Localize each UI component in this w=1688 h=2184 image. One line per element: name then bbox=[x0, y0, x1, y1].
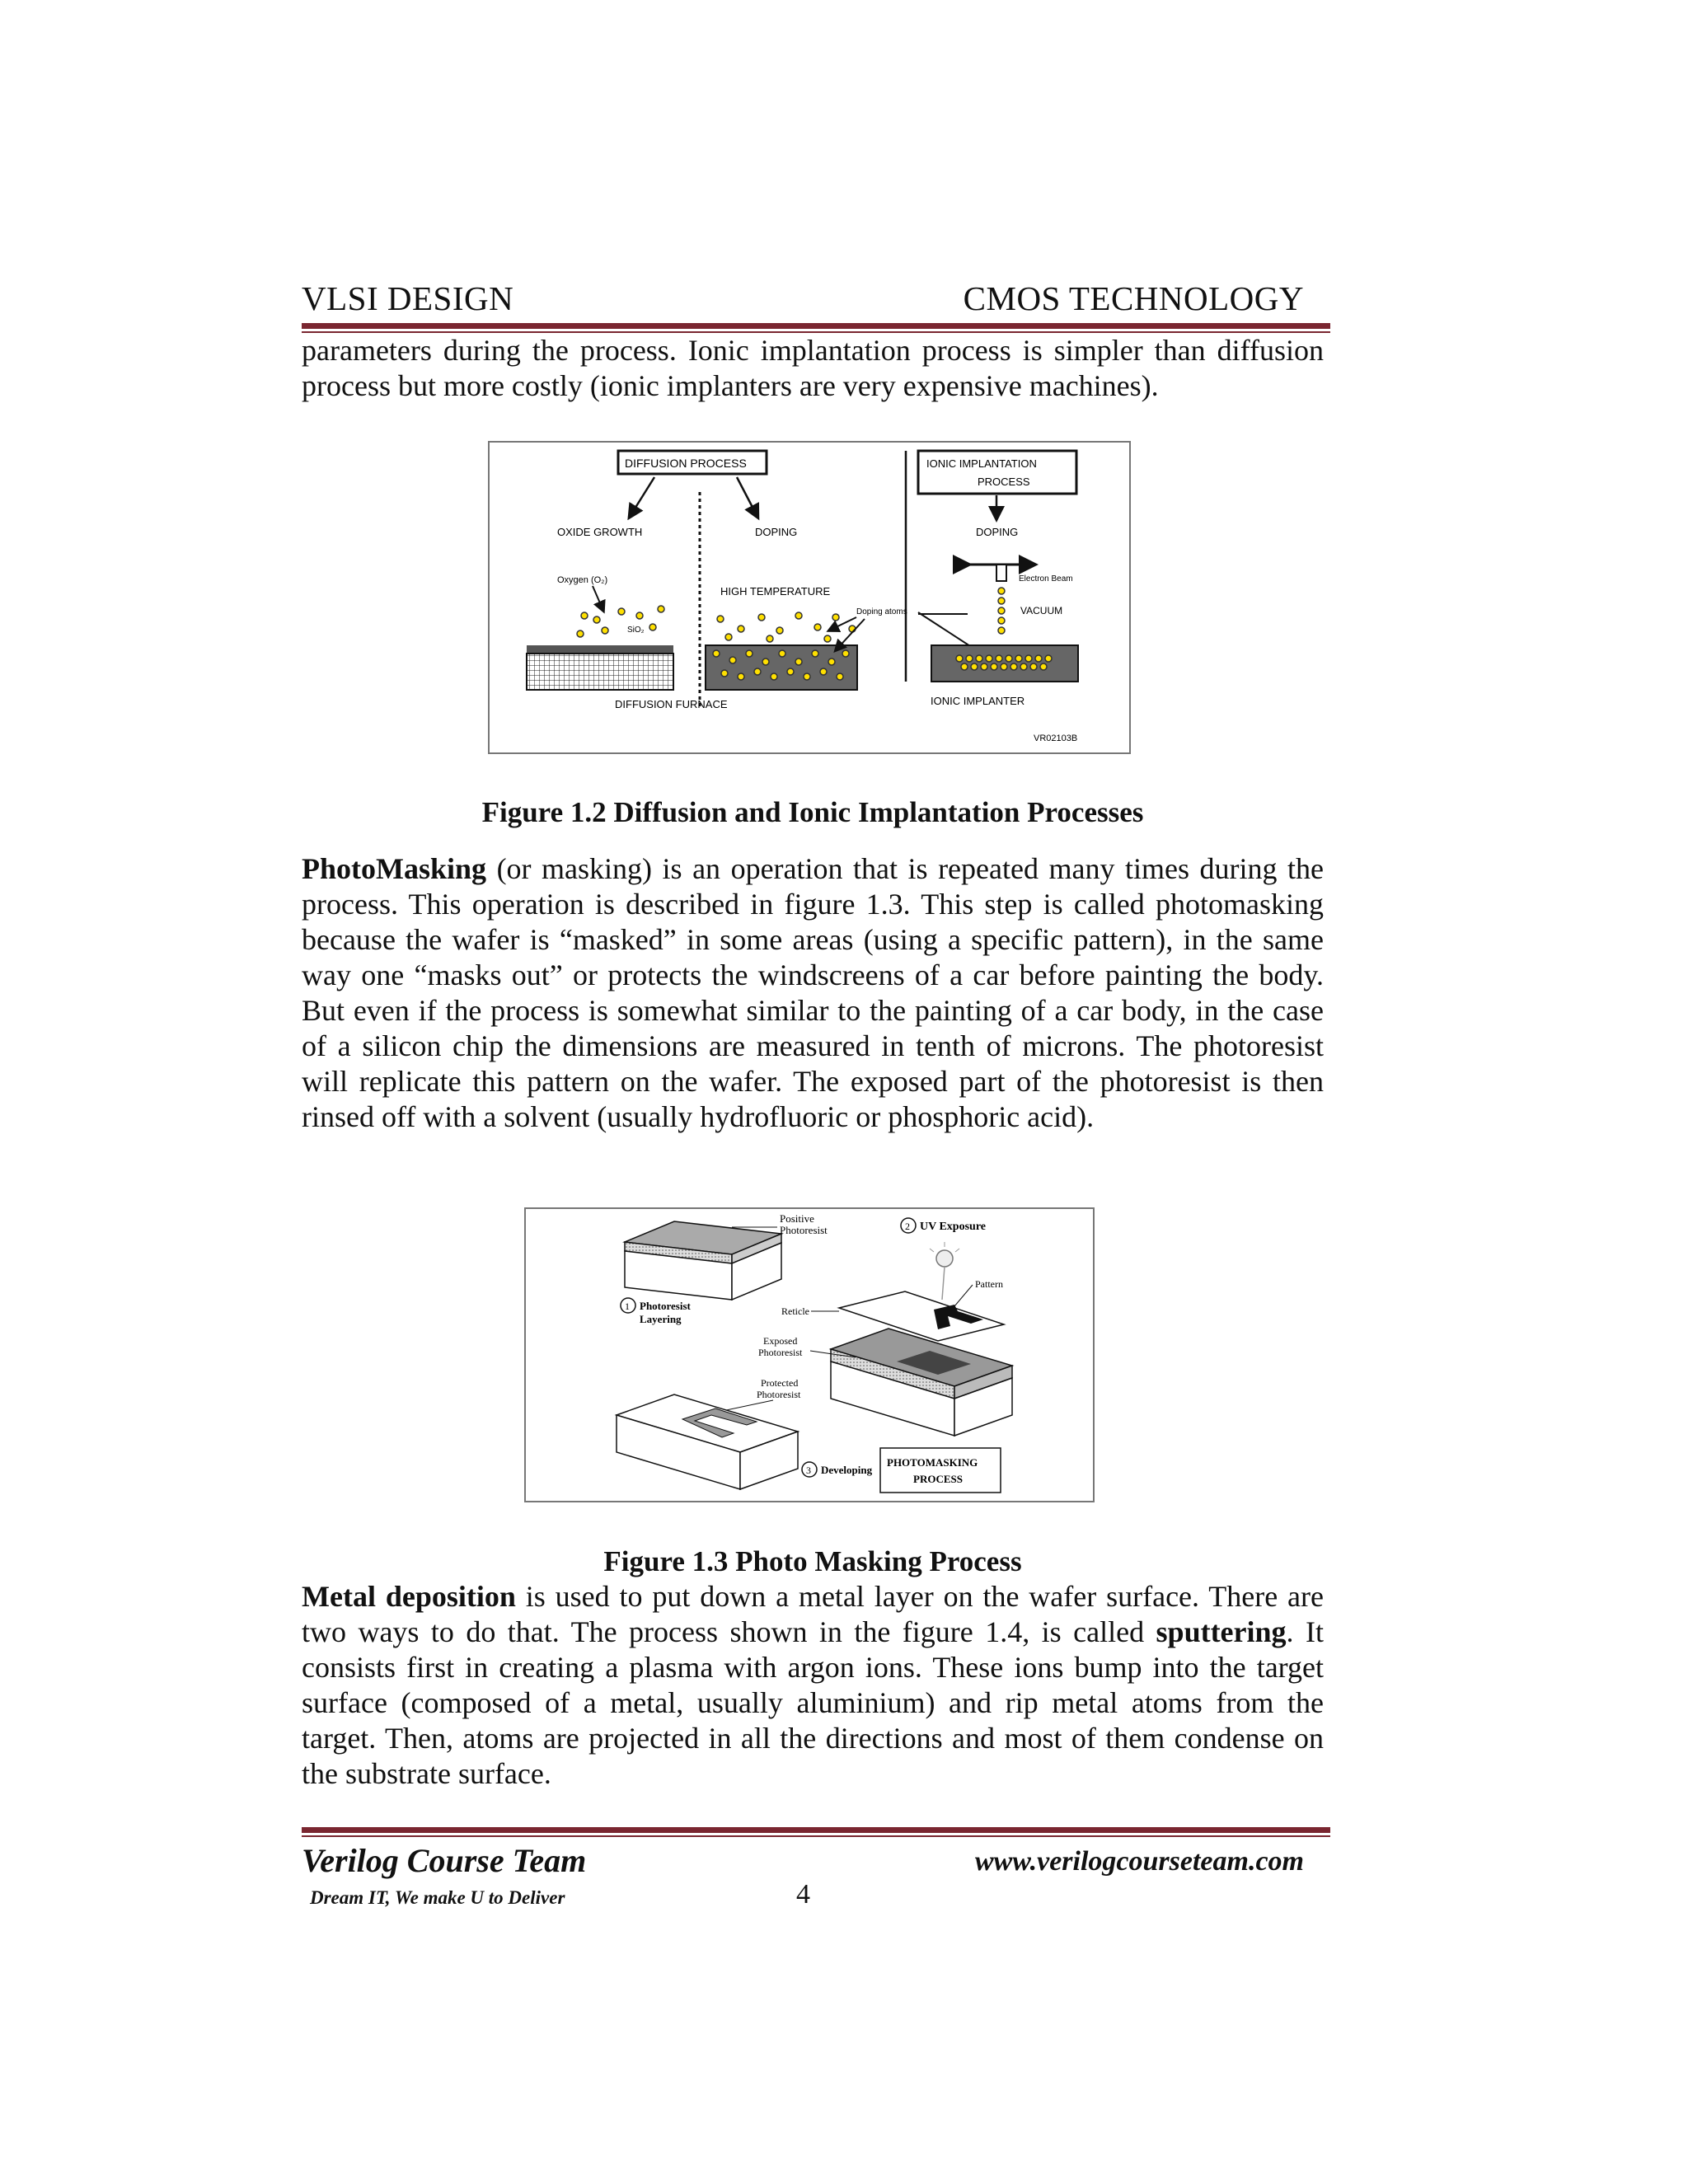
label-high-temperature: HIGH TEMPERATURE bbox=[720, 585, 831, 598]
photomasking-diagram bbox=[526, 1209, 1093, 1501]
metal-deposition-paragraph bbox=[302, 1579, 1324, 1792]
label-positive: Positive bbox=[780, 1212, 814, 1225]
step-1-number: 1 bbox=[625, 1301, 630, 1312]
photomasking-text: (or masking) is an operation that is repeated many times during the process. This operation is described in figure 1.3. This step is called photomasking because the wafer is “masked” in some areas (using a specific pattern), in the same way one “masks out” or protects the windscreens of a car before painting the body. But even if the process is somewhat similar to the painting of a car body, in the case of a silicon chip the dimensions are measured in tenth of microns. The photoresist will replicate this pattern on the wafer. The exposed part of the photoresist is then rinsed off with a solvent (usually hydrofluoric or phosphoric acid). bbox=[302, 852, 1324, 1133]
footer-website: www.verilogcourseteam.com bbox=[974, 1846, 1304, 1877]
label-ionic-process: PROCESS bbox=[978, 476, 1030, 488]
label-protected: Protected bbox=[761, 1377, 799, 1389]
metal-deposition-text-1: is used to put down a metal layer on the wafer surface. There are two ways to do that. The process shown in the figure 1.4, is called bbox=[302, 1580, 1324, 1648]
label-photoresist-layering-2: Layering bbox=[640, 1313, 682, 1325]
label-process-box: PROCESS bbox=[913, 1473, 963, 1485]
metal-deposition-text-2: . It consists first in creating a plasma with argon ions. These ions bump into the target surface (composed of a metal, usually aluminium) and rip metal atoms from the target. Then, atoms are projected in all the directions and most of them condense on the substrate surface. bbox=[302, 1615, 1324, 1790]
figure-1-3-caption: Figure 1.3 Photo Masking Process bbox=[603, 1545, 1022, 1577]
label-pattern: Pattern bbox=[975, 1278, 1003, 1290]
step-2-number: 2 bbox=[905, 1221, 910, 1232]
label-developing: Developing bbox=[821, 1464, 873, 1476]
label-electron-beam: Electron Beam bbox=[1019, 574, 1073, 583]
label-exposed-photoresist: Photoresist bbox=[758, 1347, 803, 1358]
label-vacuum: VACUUM bbox=[1020, 605, 1063, 616]
footer-rule bbox=[302, 1827, 1330, 1837]
figure-1-3 bbox=[524, 1207, 1095, 1502]
label-ionic-implanter: IONIC IMPLANTER bbox=[931, 695, 1025, 707]
label-protected-photoresist: Photoresist bbox=[757, 1389, 801, 1400]
label-uv-exposure: UV Exposure bbox=[920, 1221, 987, 1233]
figure-1-2-caption: Figure 1.2 Diffusion and Ionic Implantation Processes bbox=[481, 796, 1144, 828]
label-photoresist-layering-1: Photoresist bbox=[640, 1300, 691, 1312]
sputtering-term: sputtering bbox=[1156, 1615, 1287, 1648]
footer-tagline: Dream IT, We make U to Deliver bbox=[310, 1887, 565, 1908]
footer-left: Verilog Course Team bbox=[302, 1842, 587, 1879]
label-doping-atoms: Doping atoms bbox=[856, 607, 907, 616]
label-diffusion-process: DIFFUSION PROCESS bbox=[625, 457, 747, 470]
metal-deposition-term: Metal deposition bbox=[302, 1580, 516, 1613]
label-doping-right: DOPING bbox=[976, 526, 1019, 538]
label-ionic-implantation: IONIC IMPLANTATION bbox=[926, 457, 1037, 470]
label-reticle: Reticle bbox=[781, 1305, 809, 1317]
label-exposed: Exposed bbox=[763, 1335, 798, 1347]
label-sio2: SiO₂ bbox=[627, 626, 645, 635]
diffusion-implantation-diagram bbox=[490, 443, 1129, 752]
label-photoresist-1: Photoresist bbox=[780, 1224, 828, 1236]
label-figure-code: VR02103B bbox=[1034, 733, 1078, 743]
photomasking-paragraph bbox=[302, 851, 1324, 1135]
header-rule bbox=[302, 323, 1330, 333]
label-doping-left: DOPING bbox=[755, 526, 798, 538]
intro-paragraph: parameters during the process. Ionic implantation process is simpler than diffusion process but more costly (ionic implanters are very expensive machines). bbox=[302, 334, 1324, 402]
header-right: CMOS TECHNOLOGY bbox=[963, 279, 1304, 317]
label-oxide-growth: OXIDE GROWTH bbox=[557, 526, 643, 538]
figure-1-2 bbox=[488, 441, 1131, 754]
step-3-number: 3 bbox=[806, 1465, 811, 1476]
label-oxygen: Oxygen (O₂) bbox=[557, 575, 608, 585]
photomasking-term: PhotoMasking bbox=[302, 852, 487, 885]
header-left: VLSI DESIGN bbox=[302, 279, 514, 317]
page-number: 4 bbox=[796, 1879, 810, 1910]
label-photomasking-box: PHOTOMASKING bbox=[887, 1456, 978, 1469]
label-diffusion-furnace: DIFFUSION FURNACE bbox=[615, 698, 728, 710]
